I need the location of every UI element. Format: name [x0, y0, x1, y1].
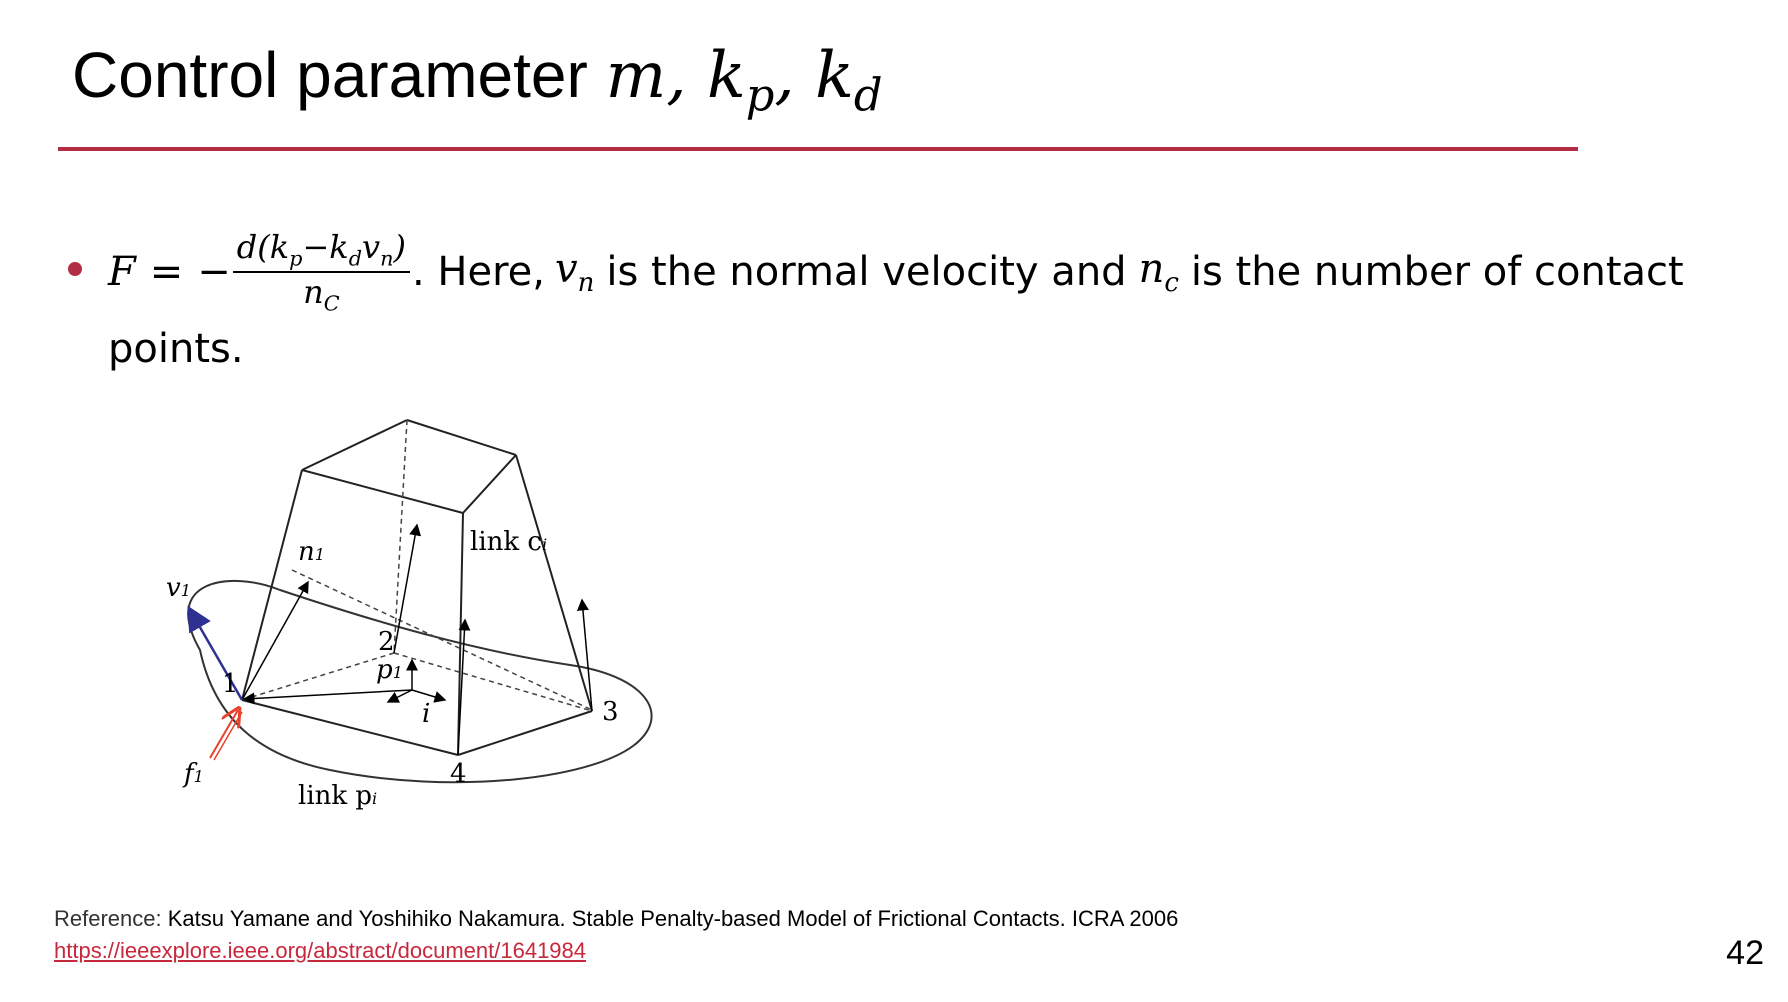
- force-f1-arrow: [210, 710, 238, 758]
- math-kd-sub: d: [853, 68, 883, 122]
- label-link-p: link pi: [298, 781, 378, 811]
- label-link-c: link ci: [470, 527, 548, 557]
- math-comma: ,: [774, 39, 795, 113]
- label-n1: n1: [298, 537, 325, 567]
- title-divider: [58, 147, 1578, 151]
- formula-fraction: [233, 228, 410, 316]
- formula-denominator: $n_C$: [303, 273, 340, 316]
- math-kp: k: [706, 39, 746, 113]
- reference-line: [54, 903, 1178, 935]
- bullet-line-1: [108, 212, 1684, 332]
- label-v1: v1: [166, 573, 191, 603]
- bullet-dot-icon: [68, 262, 82, 276]
- label-4: 4: [450, 759, 467, 789]
- label-3: 3: [602, 697, 619, 727]
- reference-block: [54, 903, 1178, 967]
- text-mid: is the normal velocity and: [606, 249, 1127, 295]
- formula-minus: −: [197, 249, 231, 295]
- label-2: 2: [378, 627, 395, 657]
- link-c-frustum: [242, 420, 592, 755]
- label-f1: f1: [184, 759, 204, 789]
- formula-lhs: F: [108, 249, 136, 295]
- page-number: 42: [1726, 934, 1764, 972]
- bullet-line-2: points.: [108, 326, 244, 372]
- link-p-surface: [188, 581, 651, 782]
- label-1: 1: [222, 669, 239, 699]
- contact-model-diagram: [166, 420, 730, 820]
- label-i: i: [422, 699, 431, 729]
- math-kp-sub: p: [745, 68, 775, 122]
- formula-equals: =: [149, 249, 184, 295]
- text-here: . Here,: [411, 249, 545, 295]
- normal-2-arrow: [394, 525, 417, 653]
- reference-link[interactable]: https://ieeexplore.ieee.org/abstract/document/1641984: [54, 937, 587, 963]
- reference-citation: Katsu Yamane and Yoshihiko Nakamura. Stable Penalty-based Model of Frictional Contacts. ICRA 2006: [167, 906, 1179, 931]
- reference-label: Reference:: [54, 906, 162, 931]
- math-kd: k: [815, 39, 854, 113]
- label-p1: p1: [376, 655, 403, 685]
- text-end: is the number of contact: [1190, 249, 1684, 295]
- slide-title: [72, 40, 883, 120]
- hidden-edges: [242, 420, 592, 711]
- title-text: Control parameter: [72, 39, 588, 111]
- title-math: [605, 39, 883, 122]
- math-nc: $n_c$: [1138, 246, 1179, 299]
- formula-numerator: $d(k_p-k_dv_n)$: [236, 227, 406, 271]
- math-m: m,: [605, 39, 687, 113]
- math-vn: $v_n$: [555, 246, 595, 299]
